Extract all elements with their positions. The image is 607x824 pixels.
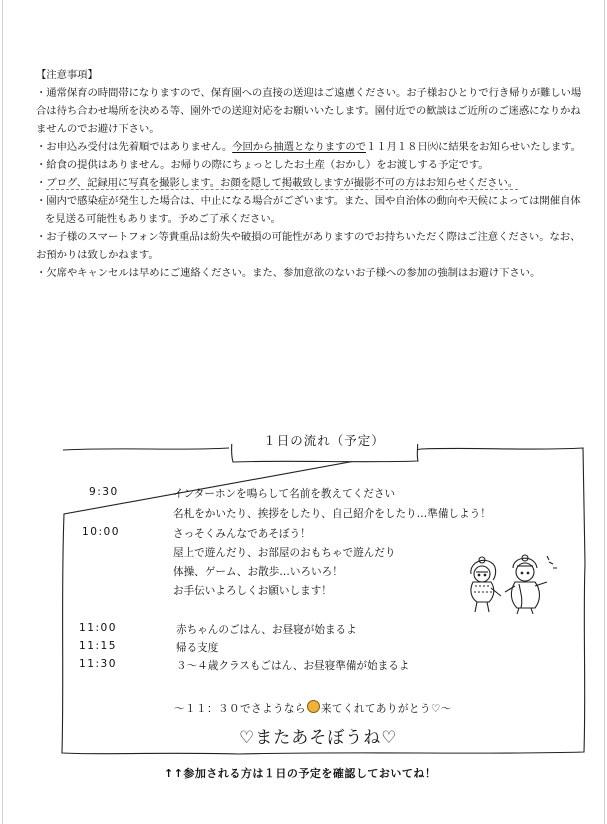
children-illustration (463, 552, 559, 616)
schedule-time: 10:00 (82, 526, 121, 538)
note-text: ブログ、記録用に写真を撮影します。お顔を隠して掲載致しますが撮影不可の方はお知らせください。 (46, 177, 519, 189)
note-text: 園内で感染症が発生した場合は、中止になる場合がございます。また、国や自治体の動向や天候によっては開催自体を見送る可能性もあります。予めご了承ください。 (45, 195, 581, 225)
schedule-time: 9:30 (89, 486, 119, 498)
note-bullet: ・ (36, 159, 47, 171)
schedule-activity: インターホンを鳴らして名前を教えてください (173, 488, 396, 500)
note-bullet: ・ (36, 87, 47, 99)
note-text: お申込み受付は先着順ではありません。 (46, 141, 233, 153)
waving-hand-icon (307, 700, 320, 713)
goodbye-line (174, 700, 452, 716)
note-bullet: ・ (36, 231, 47, 243)
schedule-title: １日の流れ（予定） (234, 428, 414, 454)
schedule-activity: 赤ちゃんのごはん、お昼寝が始まるよ (176, 624, 357, 636)
note-item-3 (36, 156, 586, 174)
note-item-6 (36, 228, 586, 264)
note-text: 通常保育の時間帯になりますので、保育園への直接の送迎はご遠慮ください。お子様おひとりで行き帰りが難しい場合は待ち合わせ場所を決める等、園外での送迎対応をお願いいたします。園付近での歓談はご近所のご迷惑になりかねませんのでお避け下さい。 (36, 87, 582, 135)
schedule-activity: 屋上で遊んだり、お部屋のおもちゃで遊んだり (173, 547, 396, 559)
note-item-1 (36, 84, 586, 138)
note-item-7 (36, 264, 586, 282)
notes-title: 【注意事項】 (36, 69, 98, 81)
schedule-activity: 帰る支度 (176, 642, 219, 654)
note-text: 給食の提供はありません。お帰りの際にちょっとしたお土産（おかし）をお渡しする予定です。 (46, 159, 489, 171)
note-text: 欠席やキャンセルは早めにご連絡ください。また、参加意欲のないお子様への参加の強制はお避け下さい。 (46, 267, 541, 279)
schedule-time: 11:30 (79, 658, 118, 670)
note-text: お子様のスマートフォン等貴重品は紛失や破損の可能性がありますのでお持ちいただく際はご注意ください。なお、お預かりは致しかねます。 (36, 231, 581, 261)
note-bullet: ・ (36, 141, 47, 153)
schedule-activity: お手伝いよろしくお願いします！ (173, 585, 332, 597)
note-bullet: ・ (36, 177, 47, 189)
note-item-5 (36, 192, 586, 228)
schedule-time: 11:00 (79, 622, 118, 634)
schedule-time: 11:15 (79, 640, 118, 652)
schedule-activity: ３～４歳クラスもごはん、お昼寝準備が始まるよ (176, 660, 410, 672)
schedule-activity: 体操、ゲーム、お散歩…いろいろ！ (173, 566, 343, 578)
note-bullet: ・ (36, 195, 47, 207)
goodbye-text: ～１１：３０でさようなら (174, 703, 306, 715)
notes-section (36, 66, 586, 282)
goodbye-text: 来てくれてありがとう♡～ (320, 703, 452, 715)
note-underlined-text: 今回から抽選となりますので (232, 141, 366, 153)
note-bullet: ・ (36, 267, 47, 279)
note-text: １１月１８日㈫に結果をお知らせいたします。 (365, 141, 581, 153)
note-item-2 (36, 138, 586, 156)
schedule-activity: 名札をかいたり、挨拶をしたり、自己紹介をしたり…準備しよう！ (173, 508, 491, 520)
closing-message: ♡またあそぼうね♡ (239, 728, 398, 748)
page-edge-left (2, 0, 3, 824)
page-edge-right (604, 0, 605, 824)
footer-note: ↑↑参加される方は１日の予定を確認しておいてね！ (164, 767, 437, 780)
note-item-4 (36, 174, 586, 192)
notes-list (36, 84, 586, 282)
schedule-activity: さっそくみんなであそぼう！ (173, 528, 311, 540)
